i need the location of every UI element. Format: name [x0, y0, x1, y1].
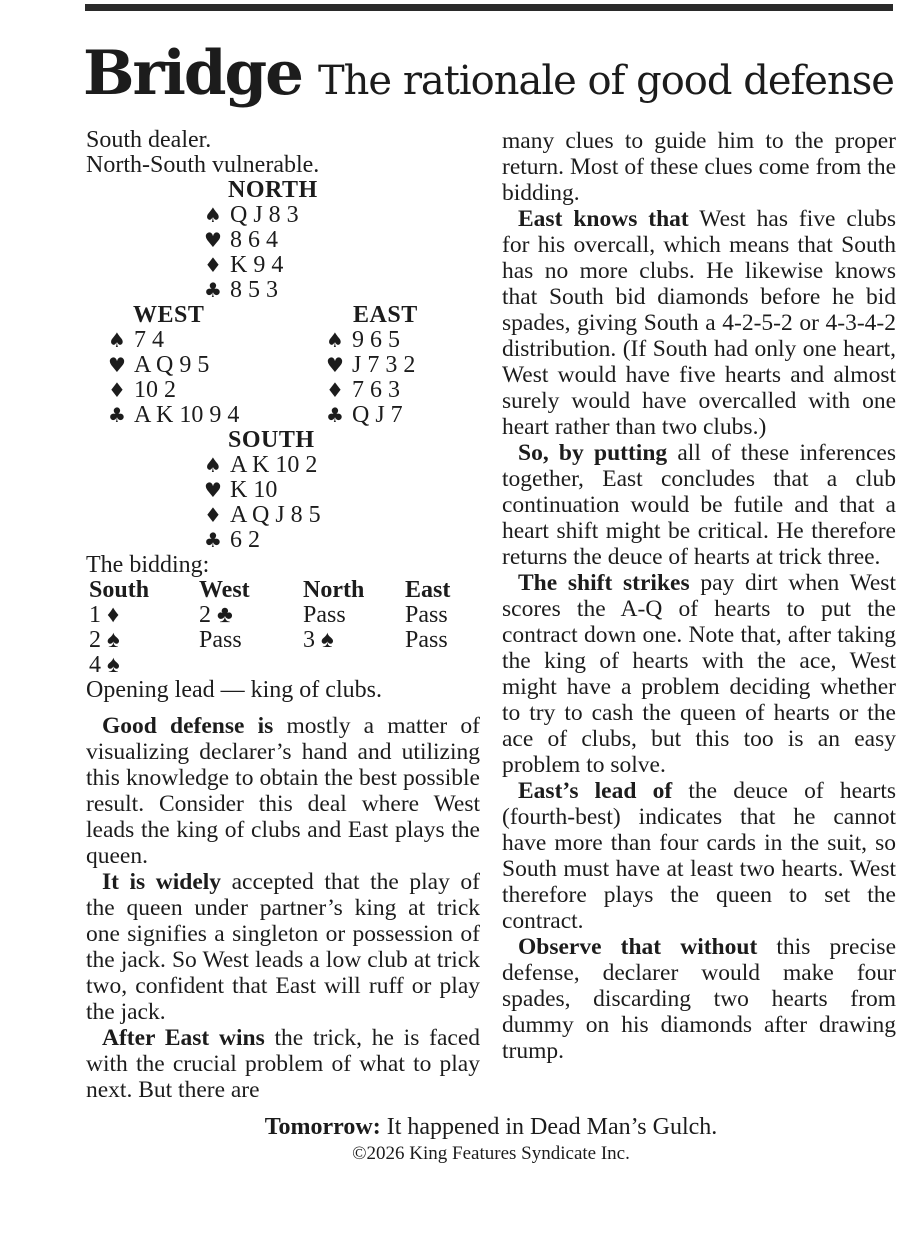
east-clubs-cards: Q J 7	[352, 402, 403, 428]
east-diamonds-line	[326, 378, 418, 403]
paragraph	[502, 440, 896, 570]
column-title: Bridge	[83, 38, 302, 109]
south-label: SOUTH	[228, 427, 315, 453]
west-diamonds-line	[108, 378, 326, 403]
deal-diagram	[86, 128, 480, 703]
bidding-intro: The bidding:	[86, 552, 210, 578]
east-diamonds-cards: 7 6 3	[352, 377, 400, 403]
paragraph-lead: After East wins	[102, 1025, 265, 1051]
left-column	[86, 128, 480, 1103]
club-icon: ♣	[108, 403, 126, 427]
paragraph	[502, 206, 896, 440]
south-diamonds-cards: A Q J 8 5	[230, 502, 321, 528]
copyright-line: ©2026 King Features Syndicate Inc.	[352, 1143, 630, 1164]
north-label: NORTH	[228, 177, 318, 203]
south-hearts-cards: K 10	[230, 477, 278, 503]
paragraph	[86, 1025, 480, 1103]
south-hand	[204, 428, 480, 553]
west-spades-line	[108, 328, 326, 353]
paragraph	[502, 570, 896, 778]
masthead	[83, 38, 894, 109]
east-hand	[326, 303, 418, 428]
south-diamonds-line	[204, 503, 480, 528]
north-diamonds-line	[204, 253, 480, 278]
bid-cell: Pass	[199, 627, 242, 653]
bid-cell: 4 ♠	[89, 652, 120, 678]
paragraph-text: accepted that the play of the queen under partner’s king at trick one signifies a singleton or possession of the jack. So West leads a low club at trick two, confident that East will ruff or play the jack.	[86, 869, 480, 1025]
south-clubs-cards: 6 2	[230, 527, 260, 553]
paragraph-text: the trick, he is faced with the crucial problem of what to play next. But there are	[86, 1025, 480, 1103]
north-spades-cards: Q J 8 3	[230, 202, 299, 228]
heart-icon: ♥	[108, 353, 126, 377]
spade-icon: ♠	[204, 453, 222, 477]
tomorrow-text: It happened in Dead Man’s Gulch.	[380, 1114, 718, 1140]
tomorrow-label: Tomorrow:	[264, 1114, 381, 1140]
bid-cell: 3 ♠	[303, 627, 334, 653]
paragraph-lead: So, by putting	[518, 440, 668, 466]
bid-header-east: East	[405, 577, 451, 603]
vulnerability-line: North-South vulnerable.	[86, 152, 320, 178]
east-spades-line	[326, 328, 418, 353]
south-spades-cards: A K 10 2	[230, 452, 318, 478]
paragraph-text: the deuce of hearts (fourth-best) indicates that he cannot have more than four cards in the suit, so South must have at least two hearts. West therefore plays the queen to set the contract.	[502, 778, 896, 934]
paragraph-text: mostly a matter of visualizing declarer’s hand and utilizing this knowledge to obtain the best possible result. Consider this deal where West leads the king of clubs and East plays the queen.	[86, 713, 480, 869]
heart-icon: ♥	[204, 228, 222, 252]
tomorrow-line	[86, 1114, 896, 1140]
east-hearts-line	[326, 353, 418, 378]
spade-icon: ♠	[204, 203, 222, 227]
west-hearts-cards: A Q 9 5	[134, 352, 210, 378]
diamond-icon: ♦	[108, 378, 126, 402]
east-label: EAST	[353, 302, 418, 328]
north-hearts-line	[204, 228, 480, 253]
paragraph-text: West has five clubs for his overcall, which means that South has no more clubs. He likewise knows that South bid diamonds before he bid spades, giving South a 4-2-5-2 or 4-3-4-2 distribution. (If South had only one heart, West would have five hearts and almost surely would have overcalled with one heart rather than two clubs.)	[502, 206, 896, 440]
spade-icon: ♠	[326, 328, 344, 352]
bid-cell: Pass	[405, 627, 448, 653]
bid-cell	[405, 653, 480, 678]
paragraph	[502, 778, 896, 934]
right-column	[502, 128, 896, 1103]
west-clubs-cards: A K 10 9 4	[134, 402, 240, 428]
bid-cell: Pass	[405, 602, 448, 628]
bid-header-south: South	[89, 577, 150, 603]
west-clubs-line	[108, 403, 326, 428]
bidding-table	[86, 578, 480, 678]
west-hearts-line	[108, 353, 326, 378]
west-spades-cards: 7 4	[134, 327, 164, 353]
top-rule	[85, 4, 893, 11]
diamond-icon: ♦	[204, 503, 222, 527]
paragraph-text: this precise defense, declarer would make four spades, discarding two hearts from dummy on his diamonds after drawing trump.	[502, 934, 897, 1064]
south-clubs-line	[204, 528, 480, 553]
north-hand	[204, 178, 480, 303]
club-icon: ♣	[326, 403, 344, 427]
bid-cell: 2 ♣	[199, 602, 233, 628]
club-icon: ♣	[204, 278, 222, 302]
paragraph-text: many clues to guide him to the proper return. Most of these clues come from the bidding.	[502, 128, 896, 206]
bid-cell: 2 ♠	[89, 627, 120, 653]
opening-lead-line: Opening lead — king of clubs.	[86, 677, 382, 703]
paragraph	[86, 713, 480, 869]
north-spades-line	[204, 203, 480, 228]
paragraph-lead: The shift strikes	[518, 570, 690, 596]
north-diamonds-cards: K 9 4	[230, 252, 284, 278]
bid-header-north: North	[303, 577, 365, 603]
north-clubs-cards: 8 5 3	[230, 277, 278, 303]
article-columns	[86, 128, 896, 1103]
paragraph-lead: It is widely	[102, 869, 222, 895]
west-label: WEST	[133, 302, 205, 328]
east-clubs-line	[326, 403, 418, 428]
spade-icon: ♠	[108, 328, 126, 352]
club-icon: ♣	[204, 528, 222, 552]
bid-header-west: West	[199, 577, 250, 603]
bid-cell: 1 ♦	[89, 602, 120, 628]
paragraph-lead: East’s lead of	[518, 778, 673, 804]
article-headline: The rationale of good defense	[317, 58, 894, 104]
paragraph	[502, 934, 896, 1064]
diamond-icon: ♦	[326, 378, 344, 402]
paragraph	[502, 128, 896, 206]
bid-cell	[199, 653, 303, 678]
paragraph-lead: East knows that	[518, 206, 689, 232]
heart-icon: ♥	[204, 478, 222, 502]
diamond-icon: ♦	[204, 253, 222, 277]
paragraph-lead: Good defense is	[102, 713, 274, 739]
bid-cell: Pass	[303, 602, 346, 628]
footer	[86, 1114, 896, 1165]
north-clubs-line	[204, 278, 480, 303]
north-hearts-cards: 8 6 4	[230, 227, 278, 253]
west-hand	[108, 303, 326, 428]
paragraph-text: all of these inferences together, East concludes that a club continuation would be futile and that a heart shift might be critical. He therefore returns the deuce of hearts at trick three.	[502, 440, 896, 570]
south-spades-line	[204, 453, 480, 478]
west-diamonds-cards: 10 2	[134, 377, 176, 403]
south-hearts-line	[204, 478, 480, 503]
bid-cell	[303, 653, 405, 678]
heart-icon: ♥	[326, 353, 344, 377]
paragraph-lead: Observe that without	[518, 934, 758, 960]
paragraph	[86, 869, 480, 1025]
east-spades-cards: 9 6 5	[352, 327, 400, 353]
west-east-row	[86, 303, 480, 428]
east-hearts-cards: J 7 3 2	[352, 352, 416, 378]
dealer-line: South dealer.	[86, 127, 212, 153]
paragraph-text: pay dirt when West scores the A-Q of hearts to put the contract down one. Note that, after taking the king of hearts with the ace, West might have a problem deciding whether to try to cash the queen of hearts or the ace of clubs, but this too is an easy problem to solve.	[502, 570, 896, 778]
